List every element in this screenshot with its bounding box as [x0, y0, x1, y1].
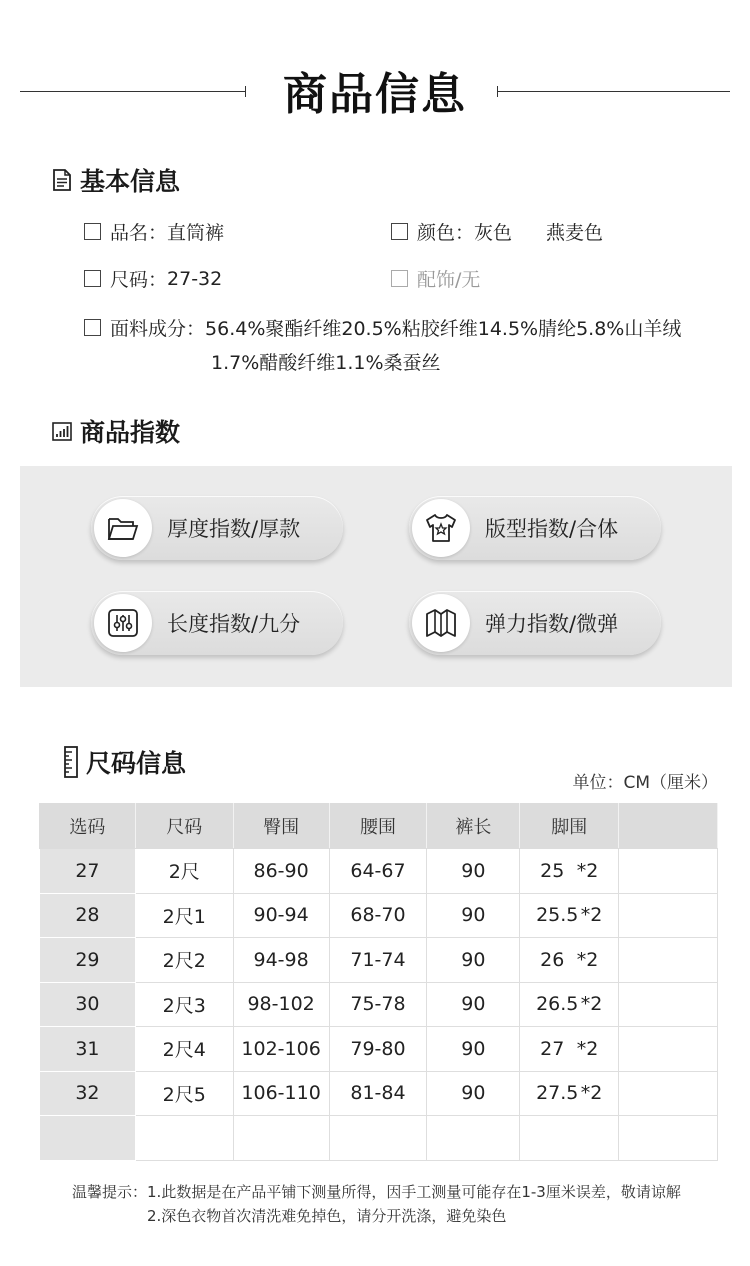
- table-cell: 90: [427, 893, 520, 938]
- fabric-composition-line2: 1.7%醋酸纤维1.1%桑蚕丝: [211, 352, 441, 374]
- size-label: 尺码：: [110, 269, 168, 291]
- color-row: [391, 218, 603, 245]
- table-cell: 27 *2: [520, 1027, 619, 1072]
- checkbox-icon: [84, 319, 101, 336]
- table-cell: 27: [40, 849, 136, 894]
- table-cell: 2尺5: [135, 1071, 233, 1116]
- table-header-row: [40, 804, 718, 849]
- table-cell: 29: [40, 938, 136, 983]
- table-cell: 86-90: [233, 849, 329, 894]
- table-header: 腰围: [329, 804, 427, 849]
- fabric-label: 面料成分：: [110, 318, 206, 340]
- size-row: [84, 265, 222, 292]
- table-cell: [619, 1027, 718, 1072]
- color-value-gray: 灰色: [474, 222, 513, 244]
- bar-chart-icon: [52, 420, 72, 442]
- table-row: [40, 1027, 718, 1072]
- checkbox-icon: [84, 223, 101, 240]
- table-cell: [619, 893, 718, 938]
- ruler-icon: [64, 746, 78, 778]
- table-cell: 90: [427, 849, 520, 894]
- index-label: 长度指数/九分: [167, 612, 301, 636]
- table-cell: 90: [427, 1071, 520, 1116]
- table-header: 尺码: [135, 804, 233, 849]
- size-table: [39, 803, 718, 1161]
- table-header: 臀围: [233, 804, 329, 849]
- section-title: 基本信息: [80, 167, 181, 196]
- table-cell: 2尺2: [135, 938, 233, 983]
- product-name-value: 直筒裤: [167, 222, 225, 244]
- unit-label: 单位：CM（厘米）: [572, 773, 718, 793]
- table-cell: 71-74: [329, 938, 427, 983]
- table-cell: 27.5 *2: [520, 1071, 619, 1116]
- table-row: [40, 1071, 718, 1116]
- table-cell: [619, 938, 718, 983]
- table-cell: [619, 849, 718, 894]
- index-label: 厚度指数/厚款: [167, 517, 301, 541]
- table-cell: 64-67: [329, 849, 427, 894]
- table-cell: 106-110: [233, 1071, 329, 1116]
- tshirt-icon: [424, 512, 458, 544]
- note-text: 1.此数据是在产品平铺下测量所得，因手工测量可能存在1-3厘米误差，敬请谅解: [147, 1183, 681, 1201]
- note-line2: 2.深色衣物首次清洗难免掉色，请分开洗涤，避免染色: [147, 1207, 507, 1225]
- table-cell: 68-70: [329, 893, 427, 938]
- table-cell: 25 *2: [520, 849, 619, 894]
- table-header: 脚围: [520, 804, 619, 849]
- table-cell: 79-80: [329, 1027, 427, 1072]
- checkbox-icon: [84, 270, 101, 287]
- table-cell: 2尺3: [135, 982, 233, 1027]
- index-label: 弹力指数/微弹: [485, 612, 619, 636]
- table-cell: 81-84: [329, 1071, 427, 1116]
- section-basic-info: [52, 162, 180, 198]
- section-title: 商品指数: [80, 418, 181, 447]
- product-name-row: [84, 218, 224, 245]
- index-thickness: [91, 496, 343, 560]
- page-title: 商品信息: [283, 69, 467, 120]
- table-header: 裤长: [427, 804, 520, 849]
- index-panel: [20, 466, 732, 687]
- fabric-row: [84, 314, 681, 341]
- table-cell: 90: [427, 1027, 520, 1072]
- table-cell: 26 *2: [520, 938, 619, 983]
- checkbox-icon: [391, 223, 408, 240]
- note-prefix: 温馨提示：: [72, 1183, 148, 1201]
- table-cell: 30: [40, 982, 136, 1027]
- table-cell: 102-106: [233, 1027, 329, 1072]
- section-product-index: [52, 413, 180, 449]
- table-cell: 90: [427, 938, 520, 983]
- index-elasticity: [409, 591, 661, 655]
- table-cell: 75-78: [329, 982, 427, 1027]
- sliders-icon: [106, 607, 140, 639]
- index-fit: [409, 496, 661, 560]
- table-cell: 28: [40, 893, 136, 938]
- note-line1: [72, 1181, 681, 1202]
- fabric-composition-line1: 56.4%聚酯纤维20.5%粘胶纤维14.5%腈纶5.8%山羊绒: [205, 318, 682, 340]
- table-cell: 90-94: [233, 893, 329, 938]
- table-cell: 25.5 *2: [520, 893, 619, 938]
- table-cell: 26.5 *2: [520, 982, 619, 1027]
- accessory-text: 配饰/无: [417, 269, 481, 291]
- table-cell: 90: [427, 982, 520, 1027]
- color-label: 颜色：: [417, 222, 475, 244]
- table-cell: 2尺: [135, 849, 233, 894]
- header-divider-right: [498, 91, 730, 92]
- table-row-empty: [40, 1116, 718, 1161]
- table-row: [40, 849, 718, 894]
- table-cell: [619, 1071, 718, 1116]
- color-value-oatmeal: 燕麦色: [546, 222, 604, 244]
- accessory-row: [391, 265, 480, 292]
- table-row: [40, 938, 718, 983]
- table-cell: 98-102: [233, 982, 329, 1027]
- checkbox-icon: [391, 270, 408, 287]
- index-length: [91, 591, 343, 655]
- table-cell: 32: [40, 1071, 136, 1116]
- section-title: 尺码信息: [86, 749, 187, 778]
- table-cell: [619, 982, 718, 1027]
- document-icon: [52, 169, 72, 191]
- size-value: 27-32: [167, 267, 223, 290]
- product-name-label: 品名：: [110, 222, 168, 244]
- table-cell: 94-98: [233, 938, 329, 983]
- folder-icon: [106, 513, 140, 543]
- table-header: 选码: [40, 804, 136, 849]
- table-cell: 2尺4: [135, 1027, 233, 1072]
- index-label: 版型指数/合体: [485, 517, 619, 541]
- map-icon: [424, 607, 458, 639]
- section-size-info: [64, 744, 186, 780]
- table-row: [40, 982, 718, 1027]
- table-header: [619, 804, 718, 849]
- table-cell: 31: [40, 1027, 136, 1072]
- table-cell: 2尺1: [135, 893, 233, 938]
- table-row: [40, 893, 718, 938]
